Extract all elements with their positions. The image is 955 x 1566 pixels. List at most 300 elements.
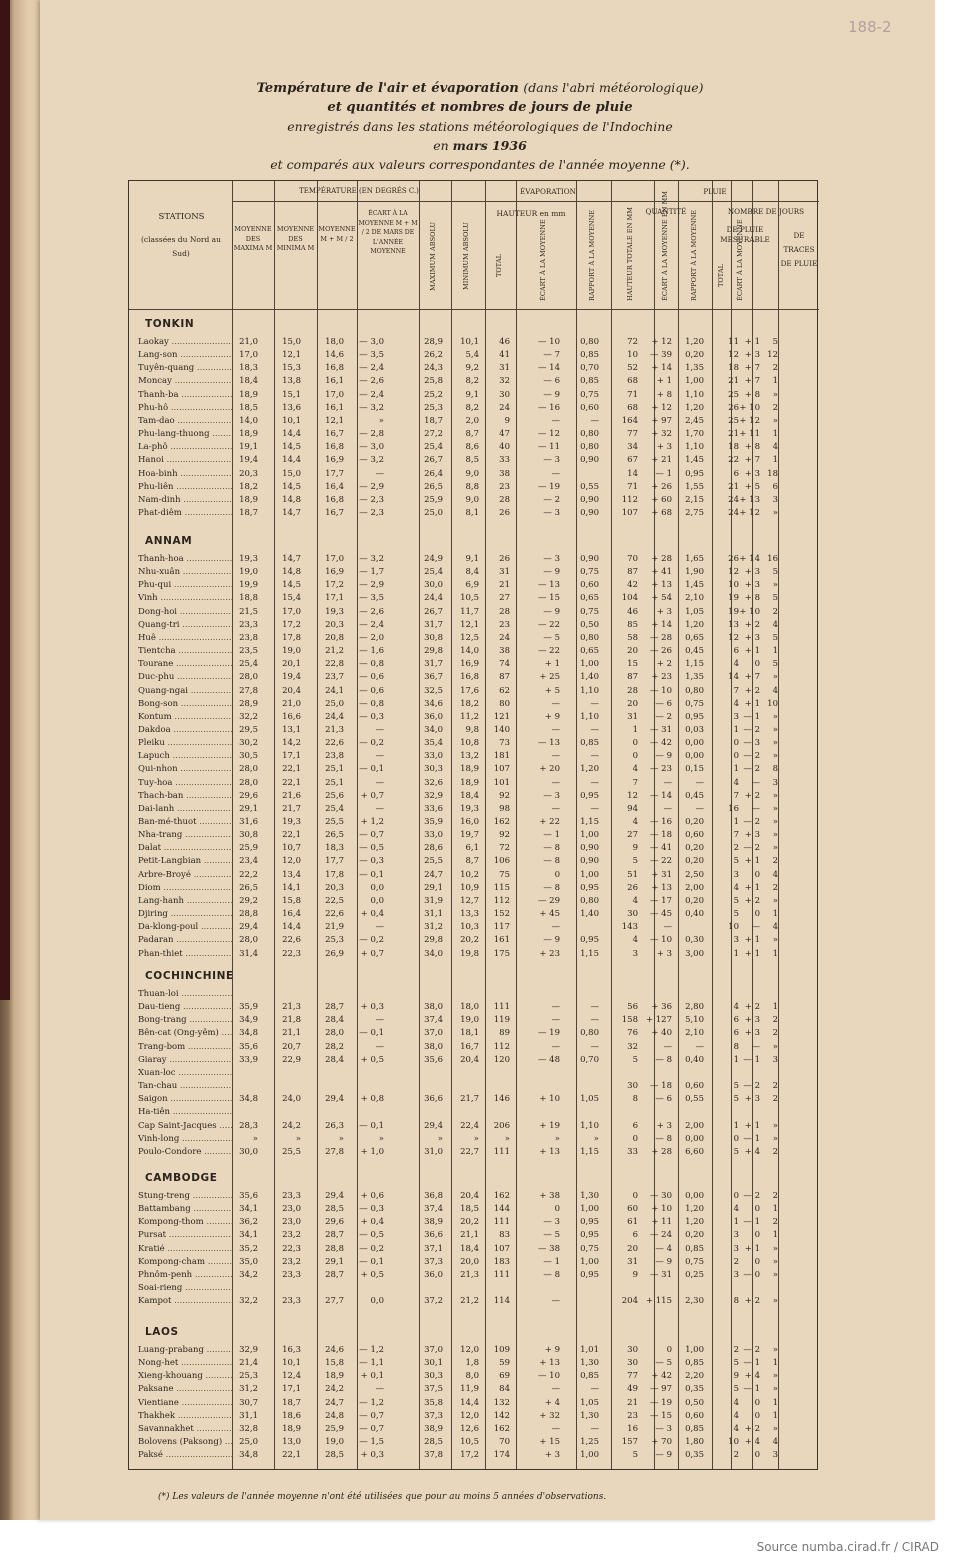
- cell-value: 18,9: [282, 1423, 301, 1434]
- station-name: Phu-lang-thuong .....: [138, 428, 233, 441]
- cell-value: 18,9: [460, 777, 479, 788]
- cell-value: 6: [772, 481, 778, 492]
- cell-value: 30,0: [239, 1146, 258, 1157]
- cell-value: + 2: [656, 659, 672, 670]
- cell-value: 17,1: [282, 1384, 301, 1395]
- cell-value: — 1: [743, 711, 760, 722]
- cell-value: 10,5: [460, 1437, 479, 1448]
- station-name: Phu-qui .....: [138, 579, 233, 592]
- cell-value: + 5: [744, 481, 760, 492]
- cell-value: — 41: [649, 843, 672, 854]
- cell-value: 28,5: [325, 1204, 344, 1215]
- cell-value: — 10: [649, 935, 672, 946]
- cell-value: 25,3: [325, 935, 344, 946]
- cell-value: — 19: [537, 481, 560, 492]
- cell-value: 21: [499, 580, 510, 591]
- cell-value: + 31: [651, 869, 672, 880]
- cell-value: »: [772, 830, 778, 841]
- cell-value: 0,50: [580, 619, 599, 630]
- station-name: Phu-liên .....: [138, 481, 233, 494]
- cell-value: 1,00: [580, 1256, 599, 1267]
- cell-value: 27,8: [239, 685, 258, 696]
- cell-value: 4: [772, 442, 778, 453]
- cell-value: + 10: [739, 402, 760, 413]
- cell-value: 25,2: [424, 389, 443, 400]
- cell-value: 51: [627, 869, 638, 880]
- cell-value: 7: [733, 790, 739, 801]
- cell-value: — 9: [655, 1450, 672, 1461]
- table-row: [0, 1041, 955, 1054]
- cell-value: 144: [493, 1204, 510, 1215]
- cell-value: — 0,8: [359, 659, 384, 670]
- cell-value: 4: [772, 685, 778, 696]
- cell-value: 1: [772, 948, 778, 959]
- cell-value: 15,8: [282, 895, 301, 906]
- cell-value: 1,20: [580, 764, 599, 775]
- cell-value: 18: [767, 468, 778, 479]
- cell-value: 2: [733, 843, 739, 854]
- cell-value: 1,40: [580, 672, 599, 683]
- cell-value: 14,8: [282, 494, 301, 505]
- title-line-4: en mars 1936: [433, 138, 527, 153]
- cell-value: 13,1: [282, 724, 301, 735]
- cell-value: 12,7: [460, 895, 479, 906]
- cell-value: 17,8: [325, 869, 344, 880]
- cell-value: 19: [728, 593, 739, 604]
- cell-value: 47: [499, 429, 510, 440]
- cell-value: 30,3: [424, 764, 443, 775]
- cell-value: 1: [772, 1397, 778, 1408]
- cell-value: 10,2: [460, 869, 479, 880]
- cell-value: 37,3: [424, 1256, 443, 1267]
- cell-value: 21: [728, 376, 739, 387]
- cell-value: 22,3: [282, 948, 301, 959]
- cell-value: 1,05: [580, 1094, 599, 1105]
- cell-value: + 2: [744, 619, 760, 630]
- table-row: [0, 1410, 955, 1423]
- cell-value: 70: [627, 554, 638, 564]
- table-row: [0, 895, 955, 908]
- cell-value: 0,20: [685, 843, 704, 854]
- cell-value: 21,5: [239, 606, 258, 617]
- station-name: Lang-hanh .....: [138, 895, 233, 908]
- cell-value: 0,85: [580, 738, 599, 749]
- cell-value: — 18: [649, 830, 672, 841]
- cell-value: 0: [632, 1191, 638, 1201]
- station-name: Tientcha .....: [138, 645, 233, 658]
- cell-value: 1,00: [580, 869, 599, 880]
- cell-value: 14,5: [282, 442, 301, 453]
- cell-value: 61: [627, 1217, 638, 1228]
- station-name: Kratié .....: [138, 1243, 233, 1256]
- cell-value: 25,6: [325, 790, 344, 801]
- cell-value: 15,8: [325, 1358, 344, 1369]
- cell-value: + 4: [544, 1397, 560, 1408]
- cell-value: 80: [499, 698, 510, 709]
- station-name: Duc-phu .....: [138, 671, 233, 684]
- cell-value: »: [772, 1243, 778, 1254]
- cell-value: 112: [493, 1041, 510, 1052]
- cell-value: 0,80: [580, 337, 599, 347]
- cell-value: 18,4: [239, 376, 258, 387]
- cell-value: 30: [627, 909, 638, 920]
- cell-value: 0,0: [370, 882, 384, 893]
- cell-value: 2: [772, 363, 778, 374]
- station-name: Nam-dinh .....: [138, 494, 233, 507]
- cell-value: 35,8: [424, 1397, 443, 1408]
- cell-value: —: [551, 1015, 560, 1026]
- cell-value: 23,3: [239, 619, 258, 630]
- cell-value: — 14: [537, 363, 560, 374]
- cell-value: »: [772, 817, 778, 827]
- station-name: Vinh-long .....: [138, 1133, 233, 1146]
- cell-value: 10,1: [282, 415, 301, 426]
- cell-value: 0: [733, 1133, 739, 1144]
- cell-value: 33: [499, 455, 510, 466]
- cell-value: + 13: [539, 1358, 560, 1369]
- cell-value: 3: [733, 1243, 739, 1254]
- cell-value: 101: [493, 777, 510, 788]
- cell-value: 174: [493, 1450, 510, 1461]
- station-name: Dalat .....: [138, 842, 233, 855]
- cell-value: 1,80: [685, 1437, 704, 1448]
- cell-value: 18,9: [239, 389, 258, 400]
- cell-value: —: [551, 724, 560, 735]
- cell-value: —: [551, 922, 560, 933]
- cell-value: 59: [499, 1358, 510, 1369]
- cell-value: 23: [499, 619, 510, 630]
- cell-value: + 23: [651, 672, 672, 683]
- table-row: [0, 454, 955, 467]
- cell-value: — 1: [655, 468, 672, 479]
- cell-value: 26,5: [239, 882, 258, 893]
- cell-value: — 4: [655, 1243, 672, 1254]
- cell-value: 27: [627, 830, 638, 841]
- cell-value: — 9: [543, 606, 560, 617]
- cell-value: 16,4: [325, 481, 344, 492]
- cell-value: 13,2: [460, 751, 479, 762]
- header-divider: [232, 201, 819, 202]
- station-name: Kompong-thom .....: [138, 1216, 233, 1229]
- table-row: [0, 468, 955, 481]
- cell-value: 17,2: [460, 1450, 479, 1461]
- station-name: Tan-chau .....: [138, 1080, 233, 1093]
- cell-value: 30: [627, 1081, 638, 1092]
- cell-value: 16,1: [325, 402, 344, 413]
- cell-value: — 2,4: [359, 363, 384, 374]
- cell-value: 10,1: [282, 1358, 301, 1369]
- station-name: Lang-son .....: [138, 349, 233, 362]
- cell-value: + 13: [651, 580, 672, 591]
- cell-value: 18,9: [239, 494, 258, 505]
- cell-value: — 3,0: [359, 337, 384, 347]
- cell-value: — 18: [649, 1081, 672, 1092]
- cell-value: + 1,2: [360, 817, 384, 827]
- station-name: Vientiane .....: [138, 1397, 233, 1410]
- cell-value: 3: [772, 777, 778, 788]
- cell-value: »: [772, 724, 778, 735]
- cell-value: + 0,5: [360, 1269, 384, 1280]
- cell-value: 20,4: [282, 685, 301, 696]
- cell-value: 7: [632, 777, 638, 788]
- cell-value: 26,4: [424, 468, 443, 479]
- station-name: Hanoi .....: [138, 454, 233, 467]
- cell-value: 19,3: [282, 817, 301, 827]
- cell-value: —: [551, 803, 560, 814]
- cell-value: 1,20: [685, 337, 704, 347]
- cell-value: 41: [499, 350, 510, 361]
- cell-value: 29,4: [325, 1191, 344, 1201]
- cell-value: 2,15: [685, 494, 704, 505]
- cell-value: 28,9: [424, 337, 443, 347]
- cell-value: 0: [554, 869, 560, 880]
- cell-value: 37,4: [424, 1204, 443, 1215]
- cell-value: 142: [493, 1410, 510, 1421]
- cell-value: 25,5: [325, 817, 344, 827]
- cell-value: + 14: [739, 554, 760, 564]
- cell-value: — 5: [543, 632, 560, 643]
- cell-value: — 9: [655, 1256, 672, 1267]
- cell-value: — 2: [743, 751, 760, 762]
- cell-value: 16: [767, 554, 778, 564]
- cell-value: »: [772, 751, 778, 762]
- cell-value: »: [504, 1133, 510, 1144]
- cell-value: »: [437, 1133, 443, 1144]
- cell-value: — 8: [655, 1133, 672, 1144]
- cell-value: 31,9: [424, 895, 443, 906]
- cell-value: 18,2: [239, 481, 258, 492]
- station-name: Laokay .....: [138, 336, 233, 349]
- cell-value: 25,3: [239, 1371, 258, 1382]
- table-row: [0, 829, 955, 842]
- table-row: [0, 1269, 955, 1282]
- station-name: Bên-cat (Ong-yêm) .....: [138, 1027, 233, 1040]
- cell-value: 31,2: [239, 1384, 258, 1395]
- cell-value: —: [590, 415, 599, 426]
- cell-value: 1: [772, 646, 778, 657]
- table-row: [0, 1093, 955, 1106]
- cell-value: 3: [733, 1230, 739, 1241]
- table-row: [0, 336, 955, 349]
- cell-value: 33: [627, 1146, 638, 1157]
- cell-value: 107: [493, 1243, 510, 1254]
- cell-value: 1: [772, 376, 778, 387]
- cell-value: — 0,7: [359, 830, 384, 841]
- table-row: [0, 750, 955, 763]
- cell-value: + 0,8: [360, 1094, 384, 1105]
- cell-value: 38,0: [424, 1041, 443, 1052]
- cell-value: 29,8: [424, 935, 443, 946]
- cell-value: 94: [627, 803, 638, 814]
- cell-value: — 31: [649, 1269, 672, 1280]
- cell-value: 23,3: [282, 1191, 301, 1201]
- cell-value: — 2,0: [359, 632, 384, 643]
- cell-value: —: [590, 1015, 599, 1026]
- group-header: TONKIN: [145, 318, 195, 330]
- cell-value: 1,65: [685, 554, 704, 564]
- table-row: [0, 988, 955, 1001]
- cell-value: 37,1: [424, 1243, 443, 1254]
- cell-value: —: [751, 803, 760, 814]
- cell-value: —: [590, 751, 599, 762]
- cell-value: 6: [733, 646, 739, 657]
- station-name: Petit-Langbian .....: [138, 855, 233, 868]
- cell-value: 5: [772, 567, 778, 578]
- cell-value: 23,2: [282, 1230, 301, 1241]
- cell-value: 10,7: [282, 843, 301, 854]
- cell-value: 75: [499, 869, 510, 880]
- cell-value: 0,95: [685, 711, 704, 722]
- cell-value: + 0,4: [360, 1217, 384, 1228]
- table-row: [0, 592, 955, 605]
- table-row: [0, 1344, 955, 1357]
- cell-value: 28,4: [325, 1015, 344, 1026]
- cell-value: + 54: [651, 593, 672, 604]
- cell-value: —: [663, 803, 672, 814]
- cell-value: 17,0: [325, 389, 344, 400]
- cell-value: —: [551, 1041, 560, 1052]
- cell-value: 32,2: [239, 1296, 258, 1307]
- cell-value: 25,0: [424, 507, 443, 518]
- cell-value: 21,9: [325, 922, 344, 933]
- cell-value: — 5: [655, 1358, 672, 1369]
- station-name: Phu-hô .....: [138, 402, 233, 415]
- table-row: [0, 1146, 955, 1159]
- cell-value: 27: [499, 593, 510, 604]
- cell-value: 0,75: [580, 606, 599, 617]
- cell-value: 62: [499, 685, 510, 696]
- cell-value: — 30: [649, 1191, 672, 1201]
- cell-value: 206: [493, 1120, 510, 1131]
- cell-value: + 12: [739, 415, 760, 426]
- cell-value: 10,1: [460, 337, 479, 347]
- cell-value: 204: [621, 1296, 638, 1307]
- cell-value: 0,0: [370, 895, 384, 906]
- cell-value: — 2,8: [359, 429, 384, 440]
- cell-value: 1: [733, 1120, 739, 1131]
- cell-value: 24,0: [282, 1094, 301, 1105]
- cell-value: + 3: [656, 948, 672, 959]
- cell-value: 111: [493, 1146, 510, 1157]
- cell-value: 2,30: [685, 1296, 704, 1307]
- table-row: [0, 1295, 955, 1308]
- cell-value: — 1: [543, 830, 560, 841]
- cell-value: 23: [627, 1410, 638, 1421]
- cell-value: 25,5: [424, 856, 443, 867]
- cell-value: — 6: [655, 698, 672, 709]
- cell-value: — 2: [743, 1345, 760, 1355]
- station-name: Tuyên-quang .....: [138, 362, 233, 375]
- station-name: Tam-dao .....: [138, 415, 233, 428]
- cell-value: — 1: [743, 1133, 760, 1144]
- cell-value: 19,4: [282, 672, 301, 683]
- cell-value: 26,3: [325, 1120, 344, 1131]
- cell-value: 106: [493, 856, 510, 867]
- cell-value: 6: [733, 1015, 739, 1026]
- cell-value: 21,6: [282, 790, 301, 801]
- cell-value: 2,10: [685, 593, 704, 604]
- cell-value: 28,0: [239, 777, 258, 788]
- cell-value: 19,8: [460, 948, 479, 959]
- cell-value: »: [772, 1120, 778, 1131]
- cell-value: 0,0: [370, 1296, 384, 1307]
- cell-value: 4: [733, 659, 739, 670]
- cell-value: 38,0: [424, 1002, 443, 1013]
- cell-value: 37,5: [424, 1384, 443, 1395]
- cell-value: + 4: [744, 1146, 760, 1157]
- cell-value: — 5: [543, 1230, 560, 1241]
- cell-value: 28: [499, 494, 510, 505]
- cell-value: »: [378, 1133, 384, 1144]
- cell-value: 16,9: [325, 455, 344, 466]
- cell-value: 14,7: [282, 507, 301, 518]
- cell-value: 1,55: [685, 481, 704, 492]
- cell-value: 83: [499, 1230, 510, 1241]
- cell-value: 30,2: [239, 738, 258, 749]
- cell-value: 5: [733, 1358, 739, 1369]
- cell-value: 0,40: [685, 909, 704, 920]
- cell-value: 1: [772, 455, 778, 466]
- cell-value: 1,30: [580, 1358, 599, 1369]
- cell-value: 30,8: [239, 830, 258, 841]
- cell-value: 18,5: [239, 402, 258, 413]
- cell-value: 0,45: [685, 790, 704, 801]
- cell-value: — 3: [543, 790, 560, 801]
- cell-value: — 0,1: [359, 764, 384, 775]
- cell-value: 35,6: [239, 1191, 258, 1201]
- table-row: [0, 921, 955, 934]
- station-name: Djiring .....: [138, 908, 233, 921]
- cell-value: 5: [733, 1094, 739, 1105]
- cell-value: — 24: [649, 1230, 672, 1241]
- cell-value: 30,0: [424, 580, 443, 591]
- cell-value: 0,95: [580, 1230, 599, 1241]
- cell-value: 9,0: [465, 468, 479, 479]
- cell-value: 1,15: [580, 817, 599, 827]
- cell-value: 4: [632, 895, 638, 906]
- title-line-5: et comparés aux valeurs correspondantes de l'année moyenne (*).: [270, 157, 690, 172]
- cell-value: 0,90: [580, 507, 599, 518]
- cell-value: — 8: [543, 1269, 560, 1280]
- station-name: Cap Saint-Jacques .....: [138, 1120, 233, 1133]
- cell-value: 0,00: [685, 1133, 704, 1144]
- cell-value: 23,2: [282, 1256, 301, 1267]
- cell-value: 24: [728, 494, 739, 505]
- header-hauteur-mm: HAUTEUR en mm: [496, 209, 566, 218]
- cell-value: 85: [627, 619, 638, 630]
- cell-value: 46: [499, 337, 510, 347]
- cell-value: 1,35: [685, 363, 704, 374]
- cell-value: »: [772, 1345, 778, 1355]
- cell-value: 175: [493, 948, 510, 959]
- cell-value: + 3: [744, 830, 760, 841]
- cell-value: — 2: [743, 764, 760, 775]
- cell-value: — 2: [743, 817, 760, 827]
- cell-value: 0,75: [580, 389, 599, 400]
- table-row: [0, 934, 955, 947]
- cell-value: 104: [621, 593, 638, 604]
- table-row: [0, 1080, 955, 1093]
- cell-value: 121: [493, 711, 510, 722]
- cell-value: »: [295, 1133, 301, 1144]
- cell-value: 1,00: [685, 1345, 704, 1355]
- cell-value: 2,0: [465, 415, 479, 426]
- cell-value: 14: [627, 468, 638, 479]
- cell-value: 17,2: [282, 619, 301, 630]
- header-pluie-rapport: RAPPORT À LA MOYENNE: [690, 209, 698, 301]
- cell-value: — 1: [743, 1217, 760, 1228]
- cell-value: 31,0: [424, 1146, 443, 1157]
